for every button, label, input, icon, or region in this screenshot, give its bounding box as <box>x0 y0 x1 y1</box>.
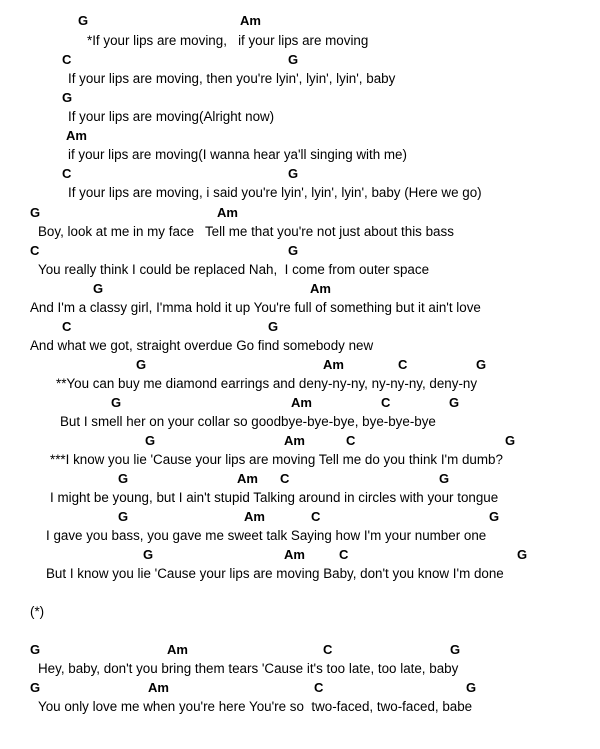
chord-label: Am <box>167 642 188 657</box>
chord-label: Am <box>237 471 258 486</box>
lyric-line <box>0 33 600 52</box>
lyric-text: If your lips are moving, i said you're lyin', lyin', lyin', baby (Here we go) <box>68 185 482 200</box>
chord-row <box>0 13 600 32</box>
lyric-text: if your lips are moving(I wanna hear ya'll singing with me) <box>68 147 407 162</box>
lyric-line <box>0 147 600 166</box>
lyric-text: **You can buy me diamond earrings and deny-ny-ny, ny-ny-ny, deny-ny <box>56 376 478 391</box>
chord-row <box>0 509 600 528</box>
lyric-line <box>0 604 600 623</box>
chord-label: G <box>439 471 450 486</box>
chord-label: G <box>450 642 461 657</box>
chord-row <box>0 205 600 224</box>
chord-label: G <box>268 319 279 334</box>
lyric-text: You only love me when you're here You're so two-faced, two-faced, babe <box>38 699 473 714</box>
lyric-line <box>0 699 600 718</box>
chord-label: C <box>339 547 349 562</box>
chord-row <box>0 357 600 376</box>
chord-label: Am <box>240 13 261 28</box>
chord-row <box>0 128 600 147</box>
chord-label: G <box>111 395 122 410</box>
chord-label: G <box>517 547 528 562</box>
chord-row <box>0 433 600 452</box>
lyric-line <box>0 528 600 547</box>
chord-label: Am <box>148 680 169 695</box>
chord-label: C <box>311 509 321 524</box>
lyric-line <box>0 376 600 395</box>
chord-label: C <box>280 471 290 486</box>
chord-row <box>0 547 600 566</box>
chord-label: Am <box>284 433 305 448</box>
chord-row <box>0 471 600 490</box>
chord-label: G <box>288 243 299 258</box>
chord-row <box>0 642 600 661</box>
lyric-line <box>0 71 600 90</box>
lyric-text: I gave you bass, you gave me sweet talk Saying how I'm your number one <box>46 528 487 543</box>
chord-label: C <box>323 642 333 657</box>
lyric-line <box>0 452 600 471</box>
lyric-text: But I know you lie 'Cause your lips are moving Baby, don't you know I'm done <box>46 566 504 581</box>
chord-label: C <box>381 395 391 410</box>
chord-label: C <box>62 319 72 334</box>
lyric-line <box>0 338 600 357</box>
chord-label: G <box>489 509 500 524</box>
lyric-text: I might be young, but I ain't stupid Talking around in circles with your tongue <box>50 490 499 505</box>
chord-label: C <box>62 166 72 181</box>
chord-label: G <box>62 90 73 105</box>
lyric-text: Boy, look at me in my face Tell me that you're not just about this bass <box>38 224 454 239</box>
chord-label: C <box>398 357 408 372</box>
lyric-text: And what we got, straight overdue Go find somebody new <box>30 338 374 353</box>
chord-label: G <box>30 642 41 657</box>
chord-label: G <box>136 357 147 372</box>
chord-label: G <box>505 433 516 448</box>
chord-label: G <box>449 395 460 410</box>
lyric-text: If your lips are moving, then you're lyin', lyin', lyin', baby <box>68 71 396 86</box>
chord-row <box>0 395 600 414</box>
chord-label: C <box>314 680 324 695</box>
lyric-line <box>0 185 600 204</box>
chord-label: G <box>288 166 299 181</box>
chord-label: G <box>288 52 299 67</box>
chord-label: C <box>346 433 356 448</box>
chord-label: G <box>78 13 89 28</box>
lyric-text: You really think I could be replaced Nah, I come from outer space <box>38 262 430 277</box>
chord-row <box>0 52 600 71</box>
chord-label: G <box>145 433 156 448</box>
chord-label: Am <box>291 395 312 410</box>
chord-label: G <box>118 509 129 524</box>
chord-label: Am <box>66 128 87 143</box>
chord-label: G <box>118 471 129 486</box>
lyric-line <box>0 300 600 319</box>
chord-label: Am <box>244 509 265 524</box>
lyric-line <box>0 224 600 243</box>
chord-row <box>0 243 600 262</box>
lyric-line <box>0 414 600 433</box>
lyric-text: (*) <box>30 604 45 619</box>
chord-label: G <box>476 357 487 372</box>
lyric-line <box>0 490 600 509</box>
lyric-text: *If your lips are moving, if your lips are moving <box>87 33 369 48</box>
lyric-text: If your lips are moving(Alright now) <box>68 109 275 124</box>
lyric-line <box>0 262 600 281</box>
chord-row <box>0 281 600 300</box>
chord-label: G <box>93 281 104 296</box>
chord-label: G <box>466 680 477 695</box>
chord-label: G <box>143 547 154 562</box>
chord-row <box>0 166 600 185</box>
chord-label: C <box>62 52 72 67</box>
lyric-line <box>0 661 600 680</box>
chord-label: C <box>30 243 40 258</box>
chord-row <box>0 680 600 699</box>
lyric-text: And I'm a classy girl, I'mma hold it up You're full of something but it ain't love <box>30 300 481 315</box>
lyric-line <box>0 109 600 128</box>
chord-label: Am <box>217 205 238 220</box>
chord-label: G <box>30 205 41 220</box>
chord-label: Am <box>310 281 331 296</box>
chord-label: Am <box>284 547 305 562</box>
lyric-text: ***I know you lie 'Cause your lips are moving Tell me do you think I'm dumb? <box>50 452 503 467</box>
chord-row <box>0 90 600 109</box>
chord-label: G <box>30 680 41 695</box>
lyric-line <box>0 566 600 585</box>
chord-row <box>0 319 600 338</box>
chord-label: Am <box>323 357 344 372</box>
lyric-text: Hey, baby, don't you bring them tears 'Cause it's too late, too late, baby <box>38 661 459 676</box>
lyric-text: But I smell her on your collar so goodbye-bye-bye, bye-bye-bye <box>60 414 436 429</box>
